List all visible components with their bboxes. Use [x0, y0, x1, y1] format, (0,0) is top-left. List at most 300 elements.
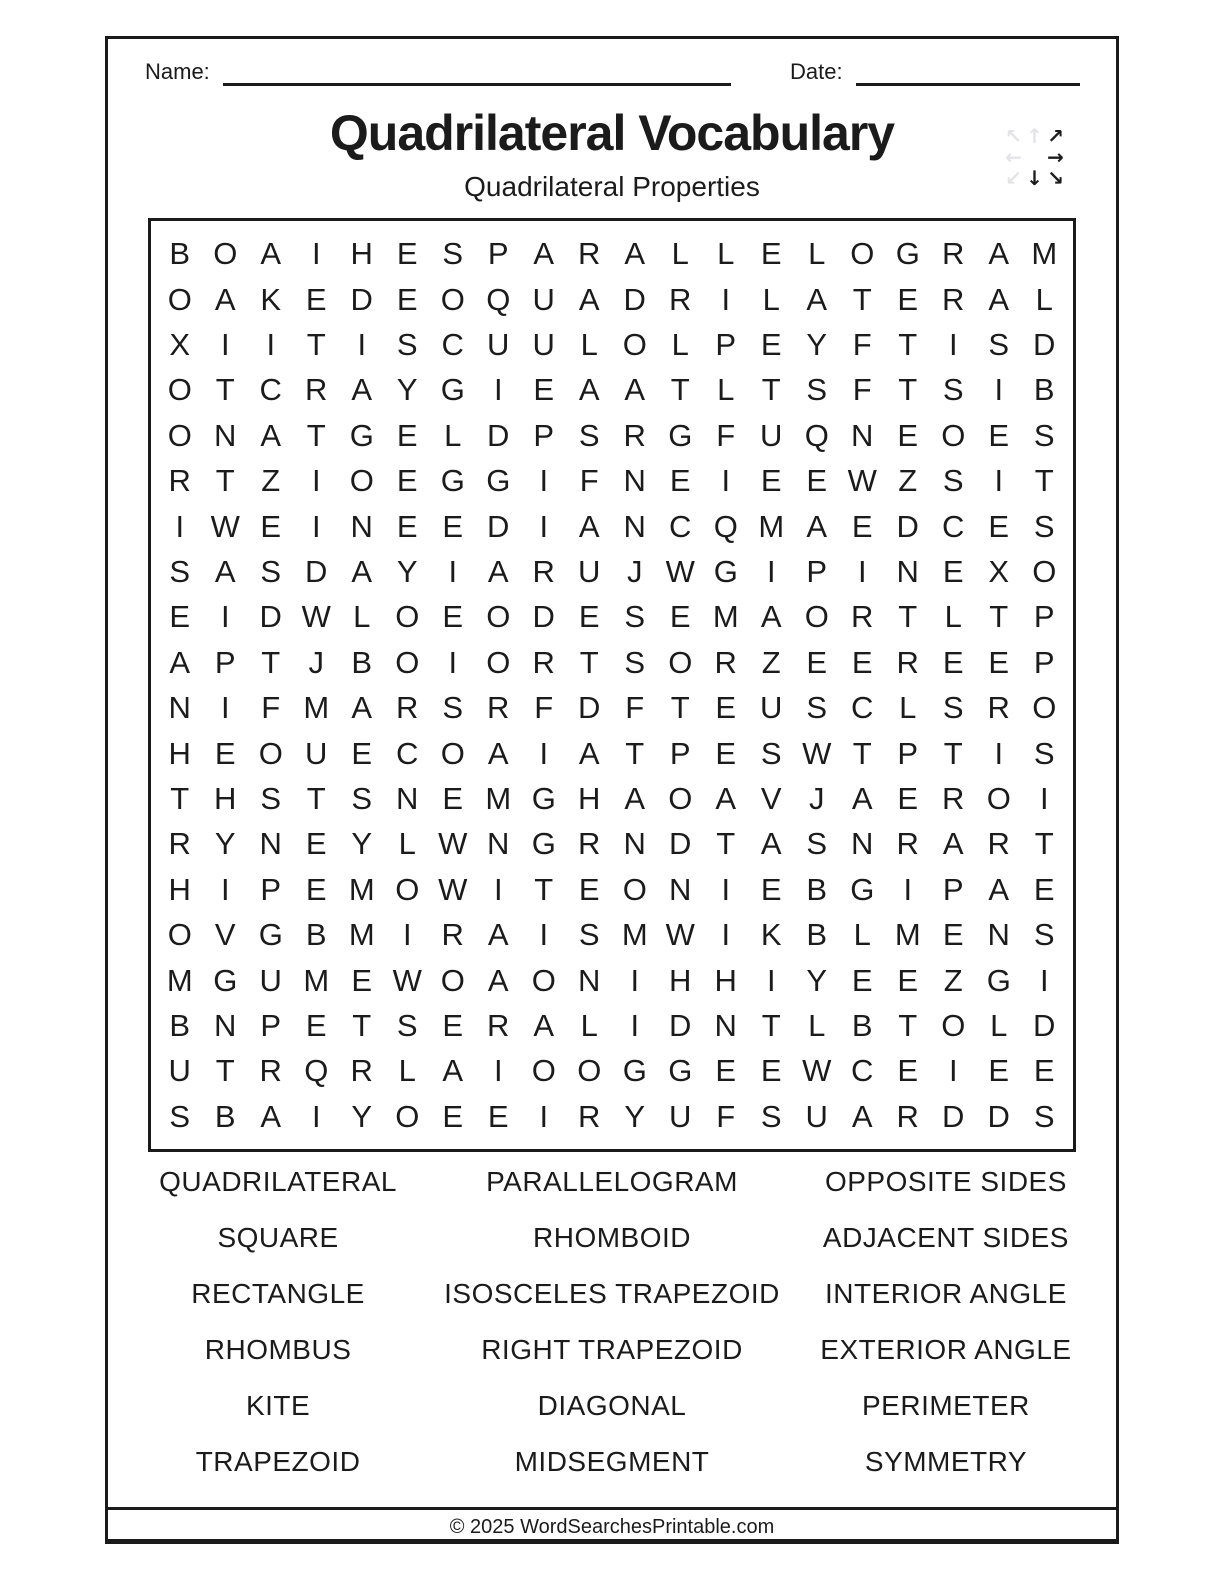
- grid-cell-r13c14: V: [760, 780, 782, 816]
- grid-cell-r10c14: Z: [761, 644, 781, 680]
- grid-cell-r6c13: I: [721, 463, 731, 499]
- grid-cell-r3c6: S: [396, 326, 418, 362]
- grid-cell-r16c17: M: [894, 917, 921, 953]
- grid-cell-r13c16: A: [851, 780, 873, 816]
- grid-cell-r13c3: S: [260, 780, 282, 816]
- grid-cell-r11c8: R: [487, 690, 510, 726]
- grid-cell-r2c13: I: [721, 281, 731, 317]
- grid-cell-r19c17: E: [897, 1053, 919, 1089]
- grid-cell-r20c3: A: [260, 1098, 282, 1134]
- grid-cell-r5c20: S: [1033, 417, 1055, 453]
- grid-cell-r8c6: Y: [396, 553, 418, 589]
- grid-cell-r8c3: S: [260, 553, 282, 589]
- grid-cell-r5c17: E: [897, 417, 919, 453]
- grid-cell-r18c11: I: [630, 1007, 640, 1043]
- word-list-item: INTERIOR ANGLE: [824, 1278, 1067, 1309]
- grid-cell-r17c5: E: [351, 962, 373, 998]
- grid-cell-r3c20: D: [1033, 326, 1056, 362]
- grid-cell-r1c10: R: [578, 236, 601, 272]
- word-list-item: ADJACENT SIDES: [822, 1222, 1069, 1253]
- grid-cell-r14c4: E: [305, 826, 327, 862]
- grid-cell-r10c11: S: [624, 644, 646, 680]
- footer-divider: [105, 1507, 1119, 1510]
- grid-cell-r16c7: R: [441, 917, 464, 953]
- grid-cell-r9c4: W: [301, 599, 331, 635]
- grid-cell-r11c20: O: [1032, 690, 1057, 726]
- grid-cell-r18c3: P: [260, 1007, 282, 1043]
- grid-cell-r1c20: M: [1031, 236, 1058, 272]
- grid-cell-r3c9: U: [532, 326, 555, 362]
- grid-cell-r4c17: T: [898, 372, 918, 408]
- grid-cell-r15c5: M: [348, 871, 375, 907]
- grid-cell-r11c5: A: [351, 690, 373, 726]
- grid-cell-r6c6: E: [396, 463, 418, 499]
- grid-cell-r5c18: O: [941, 417, 966, 453]
- grid-cell-r13c15: J: [809, 780, 825, 816]
- grid-cell-r11c12: T: [670, 690, 690, 726]
- grid-cell-r15c2: I: [220, 871, 230, 907]
- grid-cell-r18c17: T: [898, 1007, 918, 1043]
- grid-cell-r17c4: M: [303, 962, 330, 998]
- grid-cell-r7c10: A: [578, 508, 600, 544]
- date-fill-line: [856, 58, 1080, 86]
- grid-cell-r3c7: C: [441, 326, 464, 362]
- grid-cell-r1c11: A: [624, 236, 646, 272]
- grid-cell-r13c19: O: [986, 780, 1011, 816]
- grid-cell-r5c4: T: [306, 417, 326, 453]
- grid-cell-r6c2: T: [215, 463, 235, 499]
- grid-cell-r14c15: S: [806, 826, 828, 862]
- grid-cell-r6c4: I: [311, 463, 321, 499]
- word-list-item: ISOSCELES TRAPEZOID: [444, 1278, 780, 1309]
- grid-cell-r9c18: L: [944, 599, 962, 635]
- grid-cell-r2c19: A: [988, 281, 1010, 317]
- grid-cell-r15c16: G: [850, 871, 875, 907]
- grid-cell-r5c15: Q: [804, 417, 829, 453]
- grid-cell-r19c11: G: [622, 1053, 647, 1089]
- date-field: [790, 58, 1080, 86]
- grid-cell-r9c6: O: [395, 599, 420, 635]
- grid-cell-r16c20: S: [1033, 917, 1055, 953]
- word-list-item: MIDSEGMENT: [514, 1446, 710, 1477]
- directions-indicator: [1003, 125, 1066, 188]
- grid-cell-r5c7: L: [444, 417, 462, 453]
- grid-cell-r7c6: E: [396, 508, 418, 544]
- grid-cell-r2c4: E: [305, 281, 327, 317]
- grid-cell-r1c4: I: [311, 236, 321, 272]
- grid-cell-r9c20: P: [1033, 599, 1055, 635]
- word-list-item: RECTANGLE: [191, 1278, 365, 1309]
- grid-cell-r12c15: W: [802, 735, 832, 771]
- grid-cell-r8c7: I: [448, 553, 458, 589]
- word-list-item: SYMMETRY: [864, 1446, 1028, 1477]
- grid-cell-r4c2: T: [215, 372, 235, 408]
- grid-cell-r6c8: G: [486, 463, 511, 499]
- grid-cell-r15c1: H: [168, 871, 191, 907]
- grid-cell-r20c2: B: [214, 1098, 236, 1134]
- grid-cell-r20c7: E: [442, 1098, 464, 1134]
- grid-cell-r7c2: W: [210, 508, 240, 544]
- grid-cell-r13c4: T: [306, 780, 326, 816]
- grid-cell-r13c1: T: [170, 780, 190, 816]
- grid-cell-r5c6: E: [396, 417, 418, 453]
- grid-cell-r10c9: R: [532, 644, 555, 680]
- word-list-item: PARALLELOGRAM: [486, 1166, 738, 1197]
- page-subtitle: Quadrilateral Properties: [464, 171, 760, 202]
- grid-cell-r9c5: L: [353, 599, 371, 635]
- grid-cell-r11c15: S: [806, 690, 828, 726]
- grid-cell-r16c9: I: [539, 917, 549, 953]
- grid-cell-r17c18: Z: [943, 962, 963, 998]
- grid-cell-r5c13: F: [716, 417, 736, 453]
- grid-cell-r4c11: A: [624, 372, 646, 408]
- grid-cell-r20c18: D: [942, 1098, 965, 1134]
- grid-cell-r18c10: L: [580, 1007, 598, 1043]
- grid-cell-r6c19: I: [994, 463, 1004, 499]
- grid-cell-r6c5: O: [349, 463, 374, 499]
- grid-cell-r20c16: A: [851, 1098, 873, 1134]
- grid-cell-r9c17: T: [898, 599, 918, 635]
- grid-cell-r2c10: A: [578, 281, 600, 317]
- grid-cell-r19c16: C: [851, 1053, 874, 1089]
- grid-cell-r6c12: E: [669, 463, 691, 499]
- grid-cell-r20c14: S: [760, 1098, 782, 1134]
- grid-cell-r7c14: M: [758, 508, 785, 544]
- grid-cell-r8c13: G: [713, 553, 738, 589]
- grid-cell-r3c17: T: [898, 326, 918, 362]
- word-list-item: SQUARE: [217, 1222, 339, 1253]
- grid-cell-r7c3: E: [260, 508, 282, 544]
- grid-cell-r6c14: E: [760, 463, 782, 499]
- grid-cell-r14c16: N: [851, 826, 874, 862]
- grid-cell-r13c12: O: [668, 780, 693, 816]
- grid-cell-r1c9: A: [533, 236, 555, 272]
- word-list-item: EXTERIOR ANGLE: [820, 1334, 1072, 1365]
- grid-cell-r8c14: I: [766, 553, 776, 589]
- word-list: [112, 1154, 1112, 1490]
- grid-cell-r14c1: R: [168, 826, 191, 862]
- grid-cell-r4c18: S: [942, 372, 964, 408]
- grid-cell-r17c7: O: [440, 962, 465, 998]
- grid-cell-r16c4: B: [305, 917, 327, 953]
- grid-cell-r17c3: U: [259, 962, 282, 998]
- grid-cell-r11c3: F: [261, 690, 281, 726]
- grid-cell-r14c5: Y: [351, 826, 373, 862]
- grid-cell-r8c9: R: [532, 553, 555, 589]
- grid-cell-r16c11: M: [621, 917, 648, 953]
- grid-cell-r18c8: R: [487, 1007, 510, 1043]
- grid-cell-r20c4: I: [311, 1098, 321, 1134]
- grid-cell-r11c1: N: [168, 690, 191, 726]
- grid-cell-r7c13: Q: [713, 508, 738, 544]
- grid-cell-r14c11: N: [623, 826, 646, 862]
- grid-cell-r2c8: Q: [486, 281, 511, 317]
- grid-cell-r5c5: G: [349, 417, 374, 453]
- grid-cell-r11c17: L: [899, 690, 917, 726]
- grid-cell-r13c10: H: [578, 780, 601, 816]
- grid-cell-r7c19: E: [988, 508, 1010, 544]
- page-title: Quadrilateral Vocabulary: [329, 105, 895, 161]
- word-list-item: KITE: [245, 1390, 311, 1421]
- grid-cell-r15c8: I: [493, 871, 503, 907]
- grid-cell-r1c8: P: [487, 236, 509, 272]
- grid-cell-r3c14: E: [760, 326, 782, 362]
- grid-cell-r9c14: A: [760, 599, 782, 635]
- grid-cell-r2c20: L: [1035, 281, 1053, 317]
- grid-cell-r13c11: A: [624, 780, 646, 816]
- grid-cell-r18c6: S: [396, 1007, 418, 1043]
- grid-cell-r7c16: E: [851, 508, 873, 544]
- grid-cell-r19c9: O: [531, 1053, 556, 1089]
- grid-cell-r15c15: B: [806, 871, 828, 907]
- grid-cell-r5c12: G: [668, 417, 693, 453]
- grid-cell-r17c11: I: [630, 962, 640, 998]
- grid-cell-r16c8: A: [487, 917, 509, 953]
- grid-cell-r3c8: U: [487, 326, 510, 362]
- grid-cell-r15c6: O: [395, 871, 420, 907]
- grid-cell-r4c4: R: [305, 372, 328, 408]
- grid-cell-r12c17: P: [897, 735, 919, 771]
- grid-cell-r2c16: T: [852, 281, 872, 317]
- grid-cell-r6c18: S: [942, 463, 964, 499]
- grid-cell-r20c9: I: [539, 1098, 549, 1134]
- grid-cell-r19c7: A: [442, 1053, 464, 1089]
- grid-cell-r16c1: O: [167, 917, 192, 953]
- grid-cell-r16c14: K: [760, 917, 782, 953]
- grid-cell-r16c19: N: [987, 917, 1010, 953]
- grid-cell-r12c19: I: [994, 735, 1004, 771]
- grid-cell-r10c19: E: [988, 644, 1010, 680]
- word-list-item: RHOMBUS: [204, 1334, 352, 1365]
- grid-cell-r4c5: A: [351, 372, 373, 408]
- grid-cell-r8c19: X: [988, 553, 1010, 589]
- grid-cell-r9c19: T: [989, 599, 1009, 635]
- grid-cell-r16c2: V: [214, 917, 236, 953]
- grid-cell-r19c13: E: [715, 1053, 737, 1089]
- grid-cell-r1c18: R: [942, 236, 965, 272]
- grid-cell-r11c9: F: [534, 690, 554, 726]
- grid-cell-r7c5: N: [350, 508, 373, 544]
- grid-cell-r14c18: A: [942, 826, 964, 862]
- grid-cell-r18c1: B: [169, 1007, 191, 1043]
- grid-cell-r14c17: R: [896, 826, 919, 862]
- grid-cell-r6c16: W: [847, 463, 877, 499]
- grid-cell-r4c8: I: [493, 372, 503, 408]
- grid-cell-r5c8: D: [487, 417, 510, 453]
- grid-cell-r10c3: T: [261, 644, 281, 680]
- grid-cell-r6c9: I: [539, 463, 549, 499]
- grid-cell-r12c18: T: [943, 735, 963, 771]
- grid-cell-r19c14: E: [760, 1053, 782, 1089]
- grid-cell-r10c4: J: [308, 644, 324, 680]
- grid-cell-r4c19: I: [994, 372, 1004, 408]
- grid-cell-r2c3: K: [260, 281, 282, 317]
- grid-cell-r10c1: A: [169, 644, 191, 680]
- grid-cell-r15c4: E: [305, 871, 327, 907]
- grid-cell-r11c14: U: [760, 690, 783, 726]
- grid-cell-r12c16: T: [852, 735, 872, 771]
- grid-cell-r20c20: S: [1033, 1098, 1055, 1134]
- name-fill-line: [223, 58, 731, 86]
- grid-cell-r20c5: Y: [351, 1098, 373, 1134]
- grid-cell-r15c3: P: [260, 871, 282, 907]
- grid-cell-r18c13: N: [714, 1007, 737, 1043]
- grid-cell-r14c13: T: [716, 826, 736, 862]
- grid-cell-r10c18: E: [942, 644, 964, 680]
- grid-cell-r14c3: N: [259, 826, 282, 862]
- word-list-item: PERIMETER: [862, 1390, 1030, 1421]
- grid-cell-r20c10: R: [578, 1098, 601, 1134]
- grid-cell-r7c1: I: [175, 508, 185, 544]
- grid-cell-r5c19: E: [988, 417, 1010, 453]
- grid-cell-r8c15: P: [806, 553, 828, 589]
- grid-cell-r18c9: A: [533, 1007, 555, 1043]
- grid-cell-r12c20: S: [1033, 735, 1055, 771]
- grid-cell-r15c14: E: [760, 871, 782, 907]
- grid-cell-r1c15: L: [808, 236, 826, 272]
- grid-cell-r15c11: O: [622, 871, 647, 907]
- grid-cell-r8c16: I: [857, 553, 867, 589]
- grid-cell-r13c8: M: [485, 780, 512, 816]
- grid-cell-r15c19: A: [988, 871, 1010, 907]
- grid-cell-r9c8: O: [486, 599, 511, 635]
- grid-cell-r20c1: S: [169, 1098, 191, 1134]
- grid-cell-r11c2: I: [220, 690, 230, 726]
- grid-cell-r17c12: H: [669, 962, 692, 998]
- grid-cell-r19c3: R: [259, 1053, 282, 1089]
- grid-cell-r1c7: S: [442, 236, 464, 272]
- grid-cell-r2c12: R: [669, 281, 692, 317]
- grid-cell-r8c4: D: [305, 553, 328, 589]
- arrow-up-right-icon: ↗: [1047, 123, 1064, 148]
- grid-cell-r10c6: O: [395, 644, 420, 680]
- grid-cell-r3c3: I: [266, 326, 276, 362]
- grid-cell-r10c20: P: [1033, 644, 1055, 680]
- word-list-item: TRAPEZOID: [195, 1446, 361, 1477]
- grid-cell-r12c2: E: [214, 735, 236, 771]
- word-list-item: DIAGONAL: [537, 1390, 687, 1421]
- grid-cell-r17c19: G: [986, 962, 1011, 998]
- grid-cell-r13c13: A: [715, 780, 737, 816]
- grid-cell-r19c2: T: [215, 1053, 235, 1089]
- grid-cell-r14c9: G: [531, 826, 556, 862]
- grid-cell-r20c8: E: [487, 1098, 509, 1134]
- grid-cell-r14c10: R: [578, 826, 601, 862]
- grid-cell-r17c2: G: [213, 962, 238, 998]
- grid-cell-r12c10: A: [578, 735, 600, 771]
- grid-cell-r16c12: W: [665, 917, 695, 953]
- grid-cell-r17c20: I: [1039, 962, 1049, 998]
- grid-cell-r6c17: Z: [898, 463, 918, 499]
- grid-cell-r5c14: U: [760, 417, 783, 453]
- grid-cell-r3c2: I: [220, 326, 230, 362]
- grid-cell-r2c5: D: [350, 281, 373, 317]
- grid-cell-r18c20: D: [1033, 1007, 1056, 1043]
- grid-cell-r14c19: R: [987, 826, 1010, 862]
- grid-cell-r2c17: E: [897, 281, 919, 317]
- grid-cell-r19c18: I: [948, 1053, 958, 1089]
- grid-cell-r13c9: G: [531, 780, 556, 816]
- date-label: Date:: [790, 59, 843, 84]
- grid-cell-r3c18: I: [948, 326, 958, 362]
- grid-cell-r3c12: L: [671, 326, 689, 362]
- grid-cell-r5c9: P: [533, 417, 555, 453]
- grid-cell-r7c18: C: [942, 508, 965, 544]
- arrow-up-left-icon: ↖: [1005, 123, 1022, 148]
- grid-cell-r12c11: T: [625, 735, 645, 771]
- grid-cell-r2c9: U: [532, 281, 555, 317]
- grid-cell-r5c10: S: [578, 417, 600, 453]
- grid-cell-r8c18: E: [942, 553, 964, 589]
- grid-cell-r3c16: F: [852, 326, 872, 362]
- grid-cell-r11c19: R: [987, 690, 1010, 726]
- grid-cell-r6c15: E: [806, 463, 828, 499]
- grid-cell-r12c14: S: [760, 735, 782, 771]
- grid-cell-r20c12: U: [669, 1098, 692, 1134]
- grid-cell-r4c7: G: [440, 372, 465, 408]
- grid-cell-r4c3: C: [259, 372, 282, 408]
- grid-cell-r11c6: R: [396, 690, 419, 726]
- grid-cell-r18c15: L: [808, 1007, 826, 1043]
- grid-cell-r12c3: O: [258, 735, 283, 771]
- grid-cell-r19c15: W: [802, 1053, 832, 1089]
- grid-cell-r10c8: O: [486, 644, 511, 680]
- grid-cell-r19c5: R: [350, 1053, 373, 1089]
- grid-cell-r20c6: O: [395, 1098, 420, 1134]
- name-label: Name:: [145, 59, 210, 84]
- grid-cell-r6c1: R: [168, 463, 191, 499]
- grid-cell-r6c7: G: [440, 463, 465, 499]
- grid-cell-r9c16: R: [851, 599, 874, 635]
- grid-cell-r8c5: A: [351, 553, 373, 589]
- grid-cell-r2c7: O: [440, 281, 465, 317]
- grid-cell-r5c1: O: [167, 417, 192, 453]
- grid-cell-r10c16: E: [851, 644, 873, 680]
- word-search-grid: [148, 218, 1076, 1152]
- grid-cell-r5c2: N: [214, 417, 237, 453]
- grid-cell-r6c20: T: [1034, 463, 1054, 499]
- grid-cell-r18c5: T: [352, 1007, 372, 1043]
- arrow-down-left-icon: ↙: [1005, 165, 1022, 190]
- grid-cell-r19c19: E: [988, 1053, 1010, 1089]
- grid-cell-r13c2: H: [214, 780, 237, 816]
- grid-cell-r2c18: R: [942, 281, 965, 317]
- grid-cell-r9c9: D: [532, 599, 555, 635]
- grid-cell-r14c2: Y: [214, 826, 236, 862]
- grid-cell-r3c19: S: [988, 326, 1010, 362]
- grid-cell-r5c16: N: [851, 417, 874, 453]
- grid-cell-r13c7: E: [442, 780, 464, 816]
- grid-cell-r3c11: O: [622, 326, 647, 362]
- grid-cell-r7c15: A: [806, 508, 828, 544]
- grid-cell-r8c11: J: [627, 553, 643, 589]
- grid-cell-r18c12: D: [669, 1007, 692, 1043]
- grid-cell-r18c4: E: [305, 1007, 327, 1043]
- grid-cell-r17c10: N: [578, 962, 601, 998]
- grid-cell-r15c9: T: [534, 871, 554, 907]
- grid-cell-r4c10: A: [578, 372, 600, 408]
- footer-copyright: © 2025 WordSearchesPrintable.com: [449, 1516, 775, 1538]
- grid-cell-r11c10: D: [578, 690, 601, 726]
- grid-cell-r16c13: I: [721, 917, 731, 953]
- grid-cell-r18c14: T: [761, 1007, 781, 1043]
- grid-cell-r19c12: G: [668, 1053, 693, 1089]
- word-list-item: OPPOSITE SIDES: [824, 1166, 1067, 1197]
- grid-cell-r9c1: E: [169, 599, 191, 635]
- grid-cell-r7c20: S: [1033, 508, 1055, 544]
- arrow-up-icon: ↑: [1026, 123, 1043, 148]
- grid-cell-r13c18: R: [942, 780, 965, 816]
